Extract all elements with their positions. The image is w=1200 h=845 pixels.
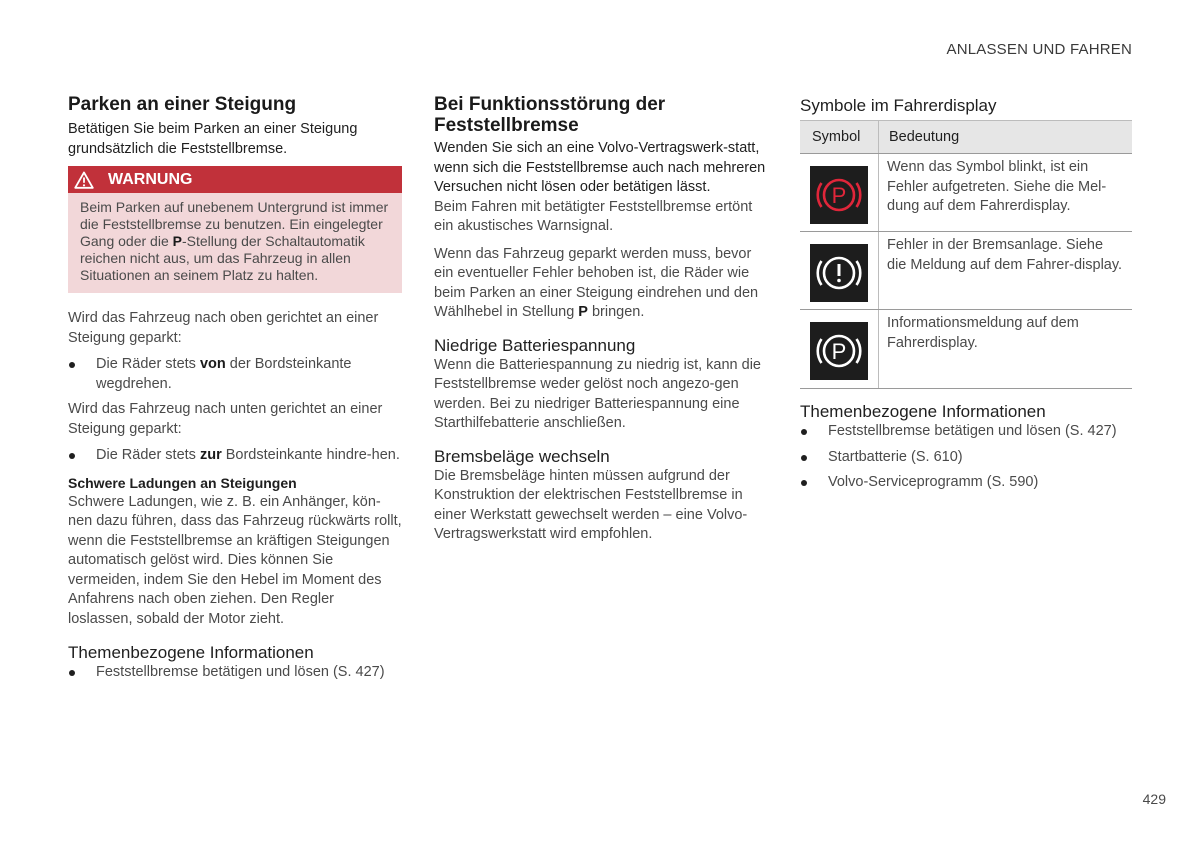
malfunction-text-1: Wenden Sie sich an eine Volvo-Vertragswerk-statt, wenn sich die Feststellbremse auch nach mehreren Versuchen nicht lösen oder betätigen lässt. bbox=[434, 140, 766, 195]
svg-text:P: P bbox=[831, 339, 847, 364]
column-header-symbol: Symbol bbox=[800, 121, 879, 154]
list-item: Die Räder stets zur Bordsteinkante hindre-hen. bbox=[68, 446, 402, 466]
column-brake-malfunction bbox=[434, 94, 766, 545]
section-title-malfunction: Bei Funktionsstörung der Feststellbremse bbox=[434, 94, 666, 136]
svg-text:P: P bbox=[831, 183, 847, 208]
related-link[interactable]: Startbatterie (S. 610) bbox=[800, 448, 1132, 468]
uphill-list bbox=[68, 355, 402, 394]
warning-triangle-icon bbox=[74, 171, 94, 189]
column-header-meaning: Bedeutung bbox=[879, 121, 1133, 154]
malfunction-text-2: Beim Fahren mit betätigter Feststellbremse ertönt ein akustisches Warnsignal. bbox=[434, 198, 753, 234]
related-link[interactable]: Volvo-Serviceprogramm (S. 590) bbox=[800, 473, 1132, 493]
warning-label: WARNUNG bbox=[108, 170, 193, 188]
warning-text: Beim Parken auf unebenem Untergrund ist immer die Feststellbremse zu benutzen. Ein eingelegter Gang oder die P-Stellung der Schaltautomatik reichen nicht aus, um das Fahrzeug in allen Situationen an seinem Platz zu halten. bbox=[80, 199, 389, 283]
related-info-list bbox=[800, 422, 1132, 493]
page-header: ANLASSEN UND FAHREN bbox=[946, 41, 1132, 58]
brake-pads-text: Die Bremsbeläge hinten müssen aufgrund der Konstruktion der elektrischen Feststellbremse in einer Werkstatt gewechselt werden – eine Volvo-Vertragswerkstatt wird empfohlen. bbox=[434, 467, 748, 542]
parking-brake-red-icon bbox=[810, 166, 868, 224]
page-number: 429 bbox=[1142, 791, 1166, 807]
battery-text: Wenn die Batteriespannung zu niedrig ist, kann die Feststellbremse weder gelöst noch angezo-gen werden. Bei zu niedriger Batteriespannung eine Starthilfebatterie anschließen. bbox=[434, 356, 762, 431]
intro-text: Betätigen Sie beim Parken an einer Steigung grundsätzlich die Feststellbremse. bbox=[68, 121, 358, 157]
battery-title: Niedrige Batteriespannung bbox=[434, 335, 636, 355]
downhill-text: Wird das Fahrzeug nach unten gerichtet an einer Steigung geparkt: bbox=[68, 401, 383, 437]
related-info-title: Themenbezogene Informationen bbox=[800, 402, 1046, 421]
meaning-cell: Wenn das Symbol blinkt, ist ein Fehler aufgetreten. Siehe die Mel-dung auf dem Fahrerdisplay. bbox=[879, 154, 1133, 232]
list-item: Die Räder stets von der Bordsteinkante wegdrehen. bbox=[68, 355, 402, 394]
related-link[interactable]: Feststellbremse betätigen und lösen (S. 427) bbox=[68, 663, 402, 683]
malfunction-text-3: Wenn das Fahrzeug geparkt werden muss, bevor ein eventueller Fehler behoben ist, die Räder wie beim Parken an einer Steigung eindrehen und den Wählhebel in Stellung P bringen. bbox=[434, 245, 759, 320]
warning-header bbox=[68, 166, 402, 193]
meaning-cell: Informationsmeldung auf dem Fahrerdisplay. bbox=[879, 310, 1133, 389]
related-link[interactable]: Feststellbremse betätigen und lösen (S. 427) bbox=[800, 422, 1132, 442]
brake-warning-icon bbox=[810, 244, 868, 302]
column-parking-slope bbox=[68, 94, 402, 683]
table-row bbox=[800, 232, 1132, 310]
symbols-table bbox=[800, 120, 1132, 389]
related-info-list bbox=[68, 663, 402, 683]
table-row bbox=[800, 310, 1132, 389]
section-title-parking-slope: Parken an einer Steigung bbox=[68, 94, 297, 115]
parking-brake-white-icon bbox=[810, 322, 868, 380]
table-row bbox=[800, 154, 1132, 232]
column-display-symbols bbox=[800, 94, 1132, 493]
heavy-loads-title: Schwere Ladungen an Steigungen bbox=[68, 474, 297, 491]
symbols-title: Symbole im Fahrerdisplay bbox=[800, 96, 997, 115]
warning-box bbox=[68, 166, 402, 293]
table-header-row bbox=[800, 121, 1132, 154]
related-info-title: Themenbezogene Informationen bbox=[68, 643, 314, 662]
heavy-loads-text: Schwere Ladungen, wie z. B. ein Anhänger, kön-nen dazu führen, dass das Fahrzeug rückwärts rollt, wenn die Feststellbremse an kräftigen Steigungen automatisch gelöst wird. Dies können Sie vermeiden, indem Sie den Hebel im Moment des Anfahrens nach oben ziehen. Den Regler loslassen, sobald der Motor zieht. bbox=[68, 493, 402, 627]
brake-pads-title: Bremsbeläge wechseln bbox=[434, 446, 610, 466]
meaning-cell: Fehler in der Bremsanlage. Siehe die Meldung auf dem Fahrer-display. bbox=[879, 232, 1133, 310]
uphill-text: Wird das Fahrzeug nach oben gerichtet an einer Steigung geparkt: bbox=[68, 310, 379, 346]
downhill-list bbox=[68, 446, 402, 466]
